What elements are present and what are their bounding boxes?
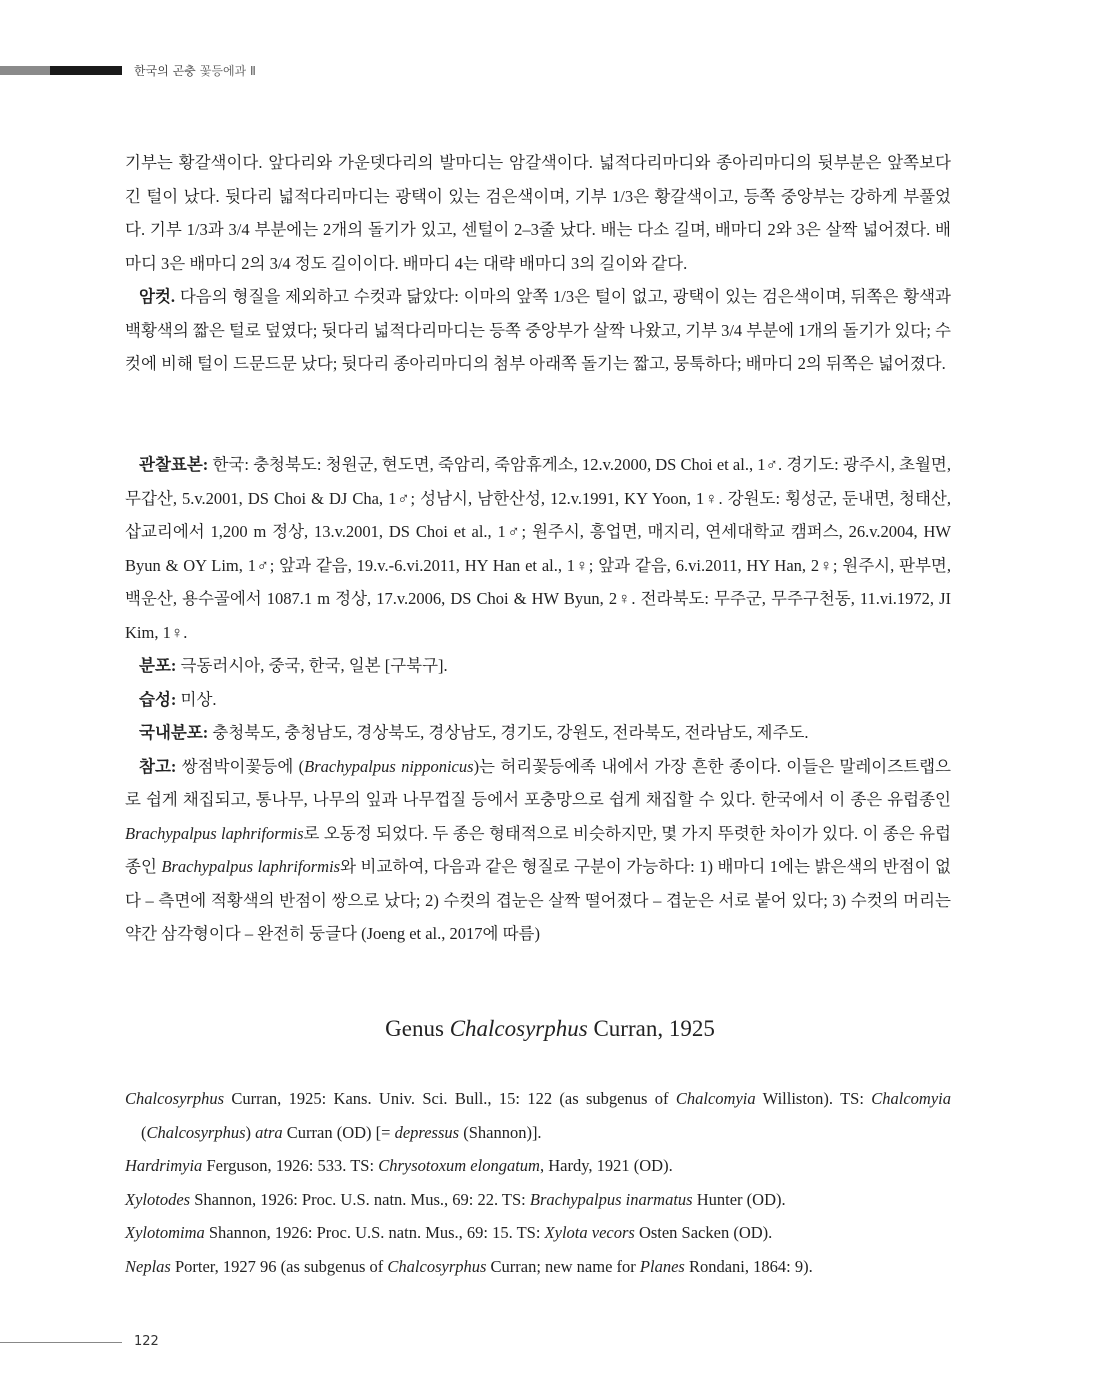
taxon-name: atra bbox=[255, 1122, 283, 1142]
distribution-label: 분포: bbox=[139, 656, 177, 675]
note-text: 쌍점박이꽃등에 ( bbox=[176, 756, 305, 776]
note-text: )는 허리꽃등에족 내에서 가장 흔한 종이다. 이들은 말레이즈트랩으로 쉽게 채집되고, 통나무, 나무의 잎과 나무껍질 등에서 포충망으로 쉽게 채집할 수 있다. 한국에서 이 종은 유럽종인 bbox=[125, 756, 951, 809]
synonym-list bbox=[125, 1082, 951, 1283]
header-title bbox=[134, 62, 256, 79]
note-paragraph bbox=[125, 750, 951, 951]
synonym-entry bbox=[125, 1216, 951, 1250]
synonym-text: Osten Sacken (OD). bbox=[634, 1223, 773, 1242]
taxon-name: Neplas bbox=[125, 1256, 171, 1276]
taxon-name: Brachypalpus nipponicus bbox=[304, 756, 474, 776]
taxon-name: Chalcosyrphus bbox=[146, 1122, 246, 1142]
synonym-text: Shannon, 1926: Proc. U.S. natn. Mus., 69: 22. TS: bbox=[190, 1189, 530, 1209]
female-description-paragraph bbox=[125, 280, 951, 381]
taxon-name: Planes bbox=[639, 1256, 685, 1276]
note-text: 로 오동정 되었다. 두 종은 형태적으로 비슷하지만, 몇 가지 뚜렷한 차이가 있다. 이 종은 유럽종인 bbox=[125, 823, 951, 876]
female-text: 다음의 형질을 제외하고 수컷과 닮았다: 이마의 앞쪽 1/3은 털이 없고, 광택이 있는 검은색이며, 뒤쪽은 황색과 백황색의 짧은 털로 덮였다; 뒷다리 넓적다리마디는 등쪽 중앙부가 살짝 나왔고, 기부 3/4 부분에 1개의 돌기가 있다; 수컷에 비해 털이 드문드문 났다; 뒷다리 종아리마디의 첨부 아래쪽 돌기는 짧고, 뭉툭하다; 배마디 2의 뒤쪽은 넓어졌다. bbox=[125, 287, 951, 373]
book-title: 한국의 곤충 bbox=[134, 64, 196, 78]
synonym-text: Curran (OD) [= bbox=[282, 1122, 395, 1142]
synonym-entry bbox=[125, 1149, 951, 1183]
synonym-entry bbox=[125, 1183, 951, 1217]
synonym-text: Curran; new name for bbox=[486, 1256, 640, 1276]
synonym-entry bbox=[125, 1250, 951, 1284]
synonym-text: Ferguson, 1926: 533. TS: bbox=[202, 1156, 379, 1175]
specimens-text: 한국: 충청북도: 청원군, 현도면, 죽암리, 죽암휴게소, 12.v.2000, DS Choi et al., 1♂. 경기도: 광주시, 초월면, 무갑산, 5.v.2001, DS Choi & DJ Cha, 1♂; 성남시, 남한산성, 12.v.1991, KY Yoon, 1♀. 강원도: 횡성군, 둔내면, 청태산, 삽교리에서 1,200 m 정상, 13.v.2001, DS Choi et al., 1♂; 원주시, 흥업면, 매지리, 연세대학교 캠퍼스, 26.v.2004, HW Byun & OY Lim, 1♂; 앞과 같음, 19.v.-6.vi.2011, HY Han et al., 1♀; 앞과 같음, 6.vi.2011, HY Han, 2♀; 원주시, 판부면, 백운산, 용수골에서 1087.1 m 정상, 17.v.2006, DS Choi & HW Byun, 2♀. 전라북도: 무주군, 무주구천동, 11.vi.1972, JI Kim, 1♀. bbox=[125, 455, 951, 642]
taxon-name: Xylotomima bbox=[125, 1223, 205, 1242]
specimens-label: 관찰표본: bbox=[139, 455, 209, 474]
female-label: 암컷. bbox=[139, 287, 176, 306]
header-bar-black bbox=[50, 66, 122, 75]
synonym-text: (Shannon)]. bbox=[459, 1122, 542, 1142]
habit-text: 미상. bbox=[176, 689, 217, 709]
synonym-text: , Hardy, 1921 (OD). bbox=[539, 1156, 673, 1175]
page-number: 122 bbox=[134, 1334, 159, 1349]
taxon-name: Chalcosyrphus bbox=[387, 1256, 487, 1276]
taxon-name: Chalcomyia bbox=[871, 1089, 952, 1108]
running-header bbox=[0, 62, 600, 76]
genus-author: Curran, 1925 bbox=[587, 1016, 715, 1041]
distribution-text: 극동러시아, 중국, 한국, 일본 [구북구]. bbox=[176, 656, 448, 675]
taxon-name: Chalcosyrphus bbox=[125, 1089, 224, 1108]
synonym-text: Williston). TS: bbox=[755, 1089, 872, 1108]
synonym-text: ( bbox=[141, 1122, 147, 1142]
taxon-name: Xylotodes bbox=[125, 1189, 191, 1209]
description-block bbox=[125, 146, 951, 381]
genus-heading bbox=[0, 1016, 1100, 1042]
header-bar-grey bbox=[0, 66, 50, 75]
synonym-text: Curran, 1925: Kans. Univ. Sci. Bull., 15: 122 (as subgenus of bbox=[224, 1089, 676, 1108]
taxon-name: depressus bbox=[394, 1122, 460, 1142]
taxon-name: Hardrimyia bbox=[125, 1156, 203, 1175]
distribution-paragraph bbox=[125, 649, 951, 683]
taxon-name: Xylota vecors bbox=[544, 1223, 635, 1242]
genus-name: Chalcosyrphus bbox=[449, 1016, 588, 1041]
domestic-label: 국내분포: bbox=[139, 723, 209, 742]
synonym-entry bbox=[125, 1082, 951, 1149]
taxon-name: Chalcomyia bbox=[675, 1089, 756, 1108]
taxon-name: Brachypalpus laphriformis bbox=[125, 823, 304, 843]
domestic-distribution-paragraph bbox=[125, 716, 951, 750]
domestic-text: 충청북도, 충청남도, 경상북도, 경상남도, 경기도, 강원도, 전라북도, 전라남도, 제주도. bbox=[208, 723, 809, 742]
habit-label: 습성: bbox=[139, 689, 177, 709]
note-label: 참고: bbox=[139, 756, 177, 776]
habit-paragraph bbox=[125, 683, 951, 717]
taxon-name: Chrysotoxum elongatum bbox=[378, 1156, 540, 1175]
note-text: 와 비교하여, 다음과 같은 형질로 구분이 가능하다: 1) 배마디 1에는 밝은색의 반점이 없다 – 측면에 적황색의 반점이 쌍으로 났다; 2) 수컷의 겹눈은 살짝 떨어졌다 – 겹눈은 서로 붙어 있다; 3) 수컷의 머리는 약간 삼각형이다 – 완전히 둥글다 (Joeng et al., 2017에 따름) bbox=[125, 857, 951, 943]
synonym-text: Rondani, 1864: 9). bbox=[684, 1256, 813, 1276]
male-description-paragraph: 기부는 황갈색이다. 앞다리와 가운뎃다리의 발마디는 암갈색이다. 넓적다리마디와 종아리마디의 뒷부분은 앞쪽보다 긴 털이 났다. 뒷다리 넓적다리마디는 광택이 있는 검은색이며, 기부 1/3은 황갈색이고, 등쪽 중앙부는 강하게 부풀었다. 기부 1/3과 3/4 부분에는 2개의 돌기가 있고, 센털이 2–3줄 났다. 배는 다소 길며, 배마디 2와 3은 살짝 넓어졌다. 배마디 3은 배마디 2의 3/4 정도 길이이다. 배마디 4는 대략 배마디 3의 길이와 같다. bbox=[125, 153, 951, 273]
synonym-text: Hunter (OD). bbox=[692, 1189, 786, 1209]
footer-rule bbox=[0, 1342, 122, 1343]
book-subtitle: 꽃등에과 Ⅱ bbox=[199, 64, 256, 78]
specimen-block bbox=[125, 448, 951, 951]
taxon-name: Brachypalpus laphriformis bbox=[161, 857, 341, 876]
specimens-paragraph bbox=[125, 448, 951, 649]
genus-prefix: Genus bbox=[385, 1016, 450, 1041]
synonym-text: ) bbox=[245, 1122, 256, 1142]
synonym-text: Shannon, 1926: Proc. U.S. natn. Mus., 69: 15. TS: bbox=[204, 1223, 545, 1242]
taxon-name: Brachypalpus inarmatus bbox=[529, 1189, 693, 1209]
synonym-text: Porter, 1927 96 (as subgenus of bbox=[170, 1256, 388, 1276]
